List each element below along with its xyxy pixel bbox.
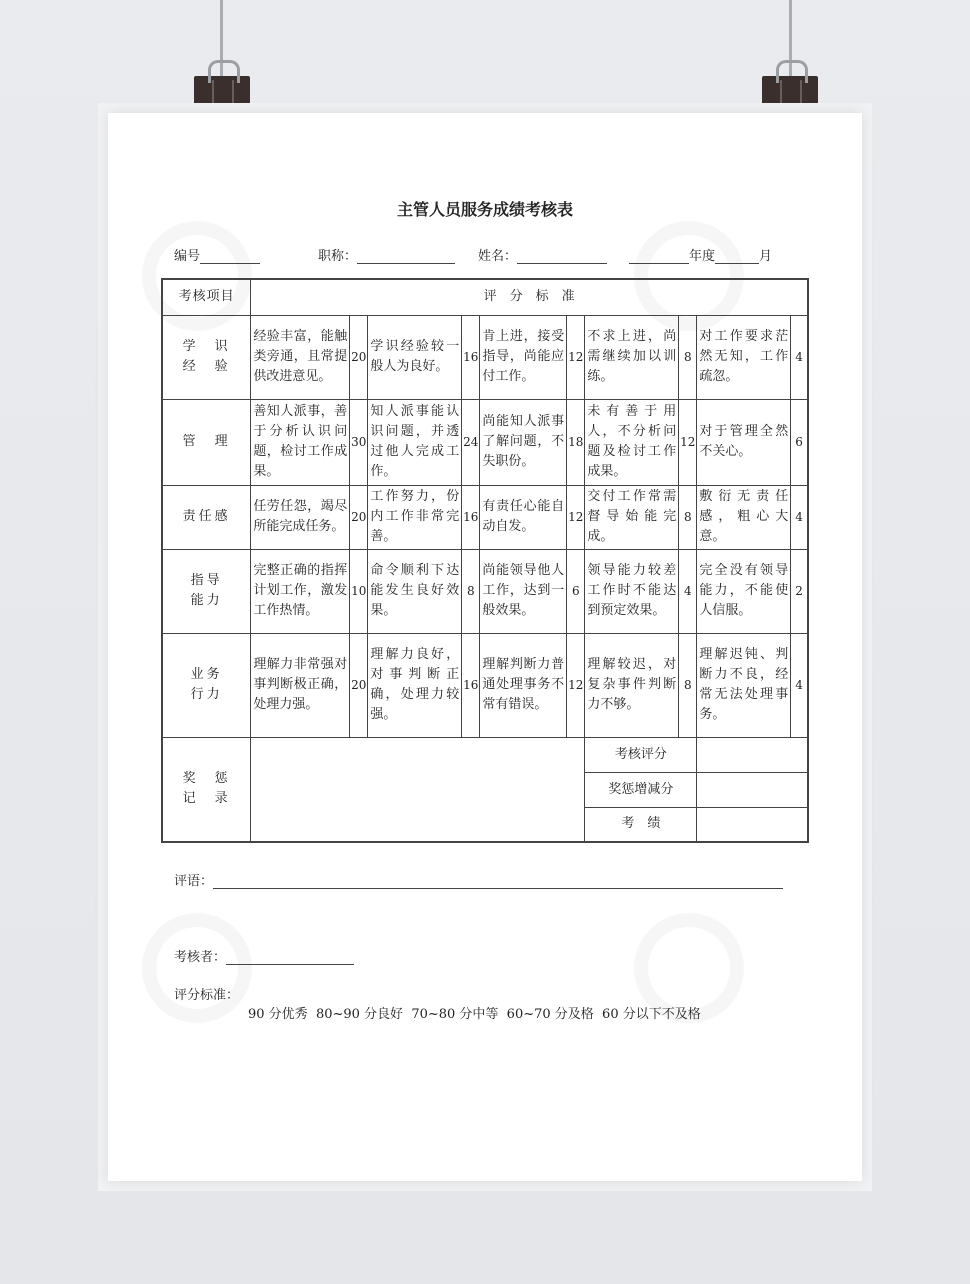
name-blank-line (517, 249, 607, 264)
criterion-description: 未有善于用人，不分析问题及检讨工作成果。 (585, 399, 679, 485)
criterion-description: 交付工作常需督导始能完成。 (585, 485, 679, 549)
summary-label: 考核评分 (585, 737, 697, 772)
criterion-description: 领导能力较差工作时不能达到预定效果。 (585, 549, 679, 633)
criterion-description: 完整正确的指挥计划工作，激发工作热情。 (251, 549, 350, 633)
criterion-score: 16 (462, 633, 480, 737)
criterion-description: 敷衍无责任感，粗心大意。 (697, 485, 791, 549)
criterion-score: 18 (567, 399, 585, 485)
criterion-score: 6 (567, 549, 585, 633)
category-cell: 责任感 (162, 485, 251, 549)
criterion-score: 10 (350, 549, 368, 633)
criterion-score: 12 (567, 485, 585, 549)
table-row (162, 633, 808, 737)
criterion-description: 不求上进，尚需继续加以训练。 (585, 315, 679, 399)
summary-label: 奖惩增减分 (585, 772, 697, 807)
watermark-logo (142, 913, 252, 1023)
assessor-row (174, 946, 354, 965)
category-cell: 业务 行力 (162, 633, 251, 737)
criterion-description: 学识经验较一般人为良好。 (368, 315, 462, 399)
assessor-blank-line (226, 950, 354, 965)
position-label: 职称： (318, 249, 358, 264)
assessment-table (161, 278, 809, 843)
criterion-description: 肯上进，接受指导，尚能应付工作。 (480, 315, 567, 399)
criterion-score: 8 (679, 633, 697, 737)
summary-value-cell[interactable] (697, 737, 808, 772)
criterion-description: 有责任心能自动自发。 (480, 485, 567, 549)
id-label: 编号 (174, 249, 201, 264)
criterion-description: 任劳任怨，竭尽所能完成任务。 (251, 485, 350, 549)
criterion-score: 24 (462, 399, 480, 485)
category-cell: 管 理 (162, 399, 251, 485)
criterion-description: 理解力良好，对事判断正确，处理力较强。 (368, 633, 462, 737)
category-cell: 学 识 经 验 (162, 315, 251, 399)
criterion-score: 12 (567, 315, 585, 399)
position-blank-line (357, 249, 455, 264)
assessor-label: 考核者： (174, 950, 227, 965)
criterion-description: 理解判断力普通处理事务不常有错误。 (480, 633, 567, 737)
criterion-score: 20 (350, 633, 368, 737)
name-field (478, 245, 607, 264)
criterion-description: 理解迟钝、判断力不良，经常无法处理事务。 (697, 633, 791, 737)
criterion-score: 6 (791, 399, 808, 485)
criterion-score: 30 (350, 399, 368, 485)
summary-value-cell[interactable] (697, 772, 808, 807)
criterion-description: 经验丰富，能触类旁通，且常提供改进意见。 (251, 315, 350, 399)
summary-row (162, 737, 808, 772)
summary-value-cell[interactable] (697, 807, 808, 842)
criterion-score: 2 (791, 549, 808, 633)
criterion-score: 20 (350, 485, 368, 549)
id-field (174, 245, 260, 264)
page-title: 主管人员服务成绩考核表 (396, 200, 573, 219)
table-row (162, 549, 808, 633)
year-blank-line (629, 249, 689, 264)
criteria-header-cell: 评 分 标 准 (251, 279, 808, 315)
criterion-score: 8 (462, 549, 480, 633)
criterion-description: 知人派事能认识问题，并透过他人完成工作。 (368, 399, 462, 485)
comment-row (174, 870, 783, 889)
month-blank-line (715, 249, 759, 264)
criterion-score: 20 (350, 315, 368, 399)
criterion-score: 4 (791, 485, 808, 549)
position-field (318, 245, 455, 264)
category-cell: 指导 能力 (162, 549, 251, 633)
scale-label: 评分标准： (174, 988, 240, 1003)
reward-record-area[interactable] (251, 737, 585, 842)
criterion-score: 16 (462, 485, 480, 549)
binder-clip-right (762, 76, 818, 108)
criterion-description: 对工作要求茫然无知，工作疏忽。 (697, 315, 791, 399)
criterion-description: 理解较迟，对复杂事件判断力不够。 (585, 633, 679, 737)
name-label: 姓名： (478, 249, 518, 264)
criterion-description: 工作努力，份内工作非常完善。 (368, 485, 462, 549)
criterion-score: 4 (679, 549, 697, 633)
criterion-score: 4 (791, 633, 808, 737)
criterion-description: 对于管理全然不关心。 (697, 399, 791, 485)
criterion-description: 尚能领导他人工作，达到一般效果。 (480, 549, 567, 633)
paper-sheet (108, 113, 862, 1181)
criterion-score: 12 (679, 399, 697, 485)
scale-text: 90 分优秀 80~90 分良好 70~80 分中等 60~70 分及格 60 分以下不及格 (248, 1007, 701, 1022)
table-row (162, 315, 808, 399)
criterion-score: 12 (567, 633, 585, 737)
month-label: 月 (759, 249, 773, 264)
comment-label: 评语： (174, 874, 214, 889)
criterion-score: 8 (679, 315, 697, 399)
table-row (162, 485, 808, 549)
year-label: 年度 (689, 249, 716, 264)
criterion-description: 善知人派事，善于分析认识问题，检讨工作成果。 (251, 399, 350, 485)
year-month-field (629, 245, 772, 264)
summary-label: 考 绩 (585, 807, 697, 842)
criterion-description: 理解力非常强对事判断极正确，处理力强。 (251, 633, 350, 737)
criterion-score: 4 (791, 315, 808, 399)
criterion-description: 完全没有领导能力，不能使人信服。 (697, 549, 791, 633)
criterion-score: 8 (679, 485, 697, 549)
comment-blank-line (213, 874, 783, 889)
item-header-cell: 考核项目 (162, 279, 251, 315)
criterion-description: 命令顺利下达能发生良好效果。 (368, 549, 462, 633)
criterion-score: 16 (462, 315, 480, 399)
binder-clip-left (194, 76, 250, 108)
reward-record-label: 奖 惩 记 录 (162, 737, 251, 842)
id-blank-line (200, 249, 260, 264)
criterion-description: 尚能知人派事了解问题，不失职份。 (480, 399, 567, 485)
table-row (162, 399, 808, 485)
